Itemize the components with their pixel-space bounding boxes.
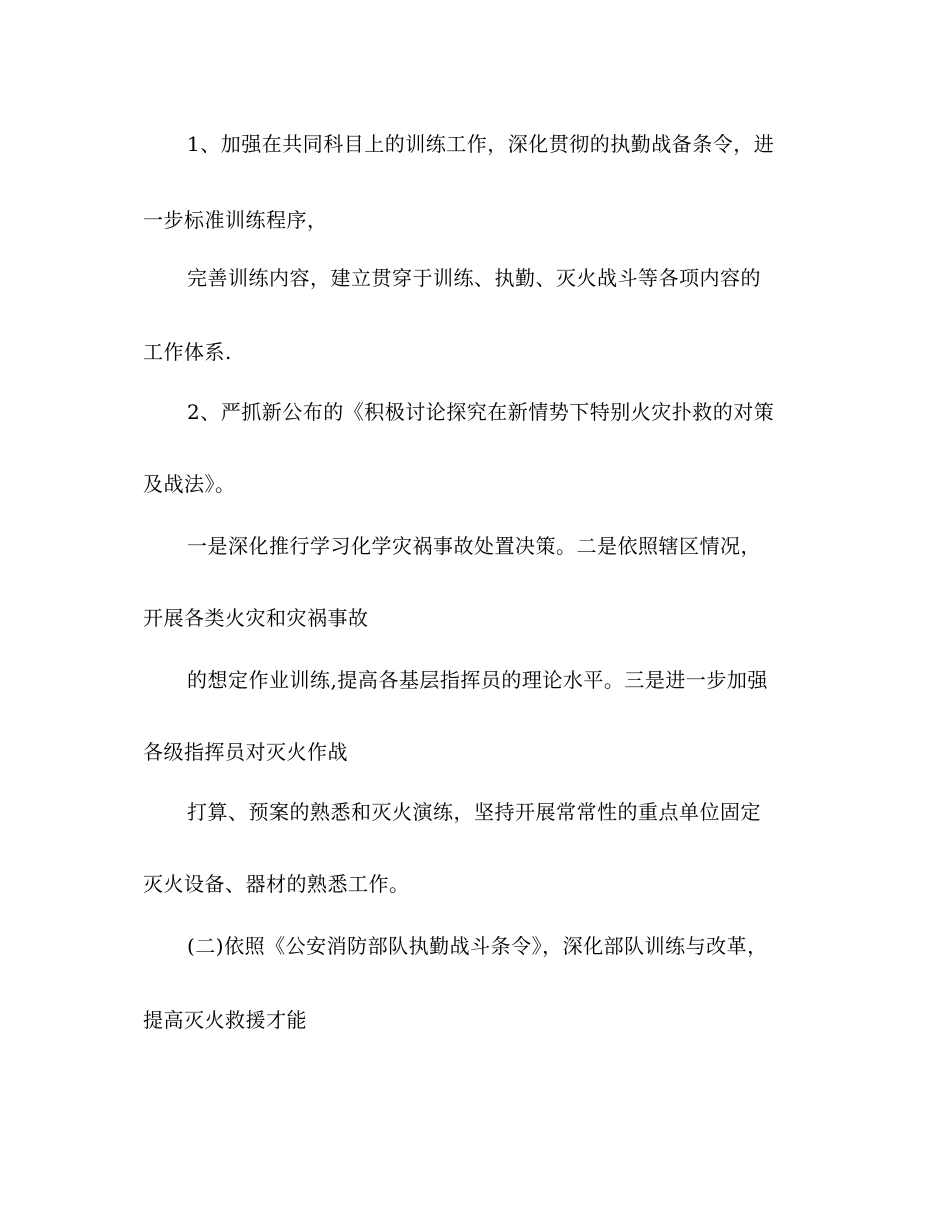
paragraph-line: 一是深化推行学习化学灾祸事故处置决策。二是依照辖区情况， <box>187 534 761 558</box>
paragraph-line: 开展各类火灾和灾祸事故 <box>143 606 369 630</box>
paragraph-line: 灭火设备、器材的熟悉工作。 <box>143 872 410 896</box>
paragraph-line: 各级指挥员对灭火作战 <box>143 740 348 764</box>
paragraph-line: 的想定作业训练,提高各基层指挥员的理论水平。三是进一步加强 <box>187 668 768 692</box>
paragraph-line: (二)依照《公安消防部队执勤战斗条令》，深化部队训练与改革， <box>187 934 768 958</box>
paragraph-line: 工作体系. <box>143 340 232 364</box>
paragraph-line: 2、严抓新公布的《积极讨论探究在新情势下特别火灾扑救的对策 <box>187 400 775 424</box>
paragraph-line: 打算、预案的熟悉和灭火演练，坚持开展常常性的重点单位固定 <box>187 800 761 824</box>
paragraph-line: 提高灭火救援才能 <box>143 1008 307 1032</box>
paragraph-line: 完善训练内容，建立贯穿于训练、执勤、灭火战斗等各项内容的 <box>187 266 761 290</box>
paragraph-line: 及战法》。 <box>143 472 236 496</box>
paragraph-line: 1、加强在共同科目上的训练工作，深化贯彻的执勤战备条令，进 <box>187 132 775 156</box>
paragraph-line: 一步标准训练程序， <box>143 208 328 232</box>
